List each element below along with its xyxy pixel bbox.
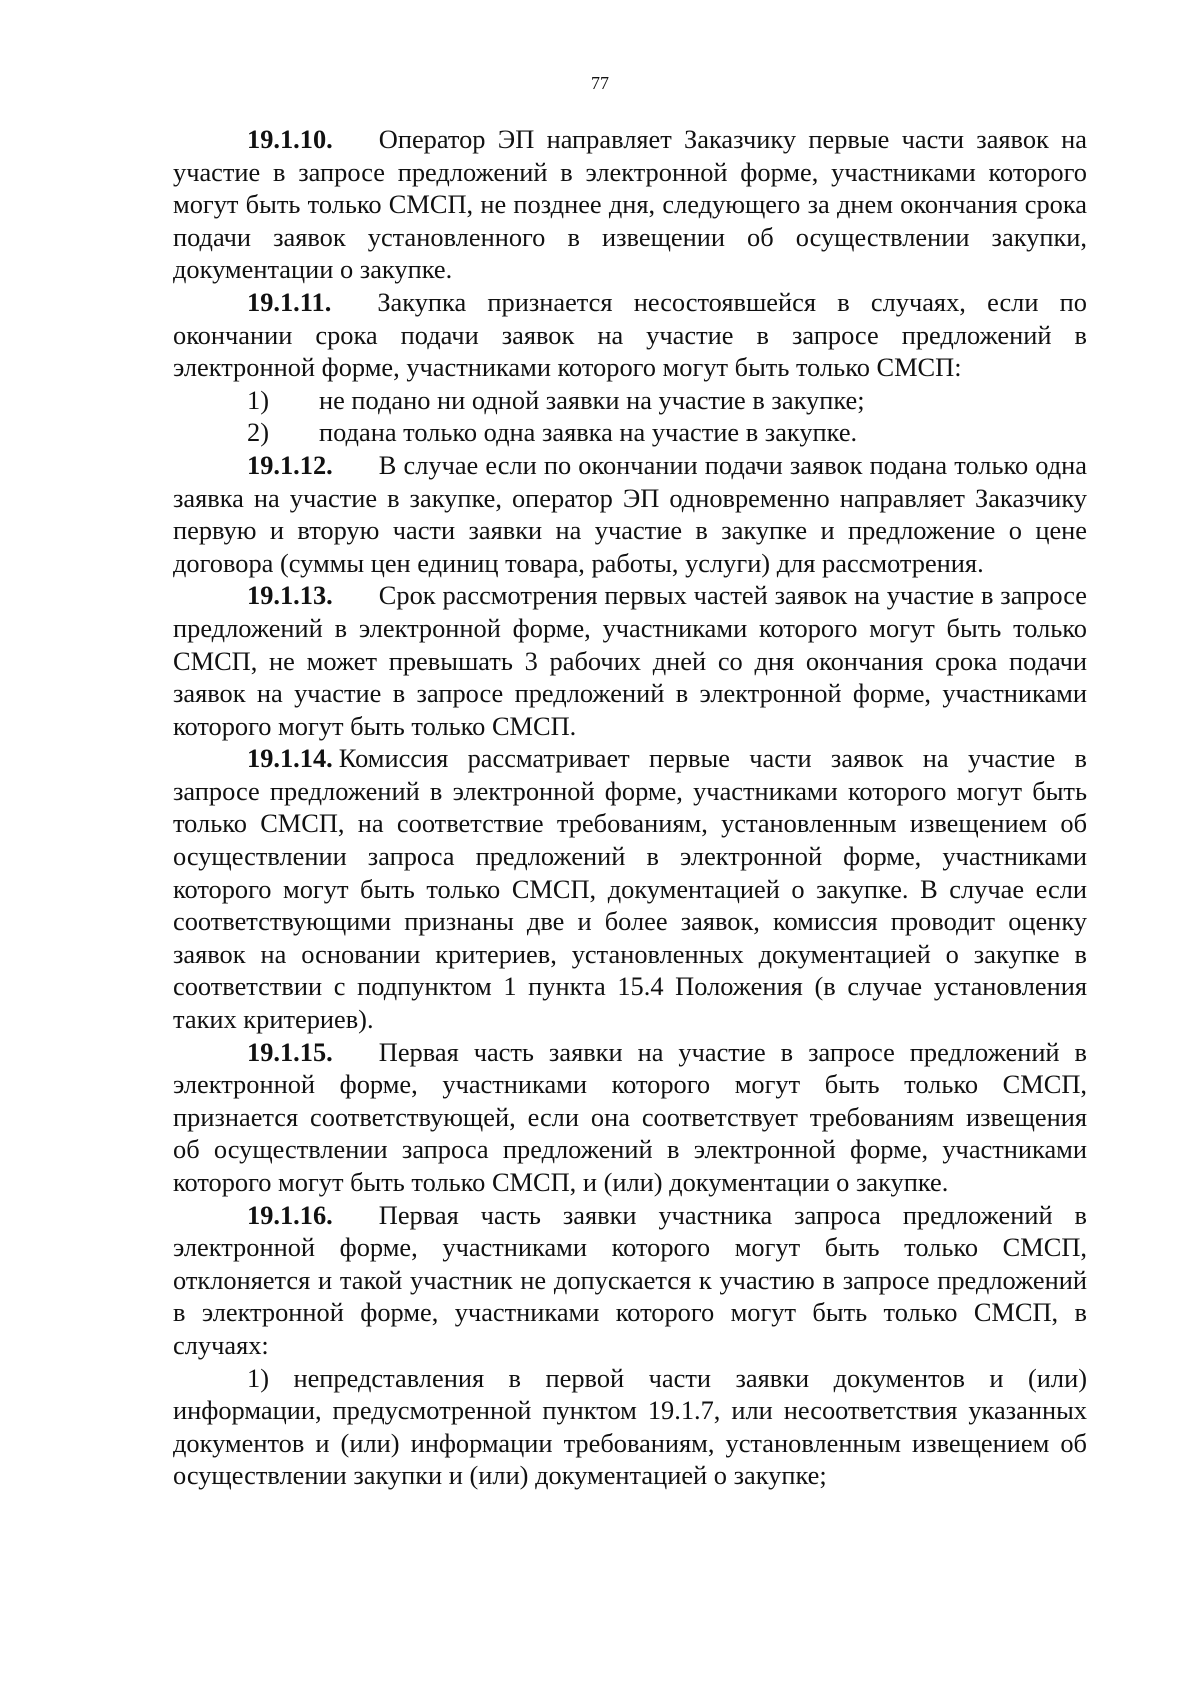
section-number: 19.1.15. <box>247 1036 333 1067</box>
section-19-1-10 <box>173 123 1087 286</box>
section-number: 19.1.16. <box>247 1199 333 1230</box>
section-19-1-15 <box>173 1036 1087 1199</box>
list-item-number: 2) <box>247 417 269 448</box>
section-text: Закупка признается несостоявшейся в случаях, если по окончании срока подачи заявок на участие в запросе предложений в электронной форме, участниками которого могут быть только СМСП: <box>173 286 1087 383</box>
section-text: Комиссия рассматривает первые части заявок на участие в запросе предложений в электронной форме, участниками которого могут быть только СМСП, на соответствие требованиям, установленным извещением об осуществлении запроса предложений в электронной форме, участниками которого могут быть только СМСП, документацией о закупке. В случае если соответствующими признаны две и более заявок, комиссия проводит оценку заявок на основании критериев, установленных документацией о закупке в соответствии с подпунктом 1 пункта 15.4 Положения (в случае установления таких критериев). <box>173 743 1087 1035</box>
section-19-1-16 <box>173 1199 1087 1362</box>
section-number: 19.1.14. <box>247 743 333 774</box>
list-item <box>173 416 1087 449</box>
section-number: 19.1.10. <box>247 124 333 154</box>
list-item <box>173 384 1087 417</box>
list-item-text: не подано ни одной заявки на участие в закупке; <box>319 384 865 415</box>
section-text: Срок рассмотрения первых частей заявок на участие в запросе предложений в электронной форме, участниками которого могут быть только СМСП, не может превышать 3 рабочих дней со дня окончания срока подачи заявок на участие в запросе предложений в электронной форме, участниками которого могут быть только СМСП. <box>173 580 1087 741</box>
section-text: Первая часть заявки на участие в запросе предложений в электронной форме, участниками которого могут быть только СМСП, признается соответствующей, если она соответствует требованиям извещения об осуществлении запроса предложений в электронной форме, участниками которого могут быть только СМСП, и (или) документации о закупке. <box>173 1036 1087 1197</box>
section-19-1-14 <box>173 742 1087 1035</box>
section-text: Первая часть заявки участника запроса предложений в электронной форме, участниками которого могут быть только СМСП, отклоняется и такой участник не допускается к участию в запросе предложений в электронной форме, участниками которого могут быть только СМСП, в случаях: <box>173 1199 1087 1360</box>
section-19-1-12 <box>173 449 1087 579</box>
section-text: Оператор ЭП направляет Заказчику первые части заявок на участие в запросе предложений в электронной форме, участниками которого могут быть только СМСП, не позднее дня, следующего за днем окончания срока подачи заявок установленного в извещении об осуществлении закупки, документации о закупке. <box>173 124 1087 285</box>
section-number: 19.1.12. <box>247 449 333 480</box>
section-19-1-11 <box>173 286 1087 384</box>
section-number: 19.1.13. <box>247 580 333 611</box>
page-number: 77 <box>591 73 609 93</box>
subparagraph-1: 1) непредставления в первой части заявки документов и (или) информации, предусмотренной пунктом 19.1.7, или несоответствия указанных документов и (или) информации требованиям, установленным извещением об осуществлении закупки и (или) документацией о закупке; <box>173 1362 1087 1491</box>
list-item-number: 1) <box>247 384 269 415</box>
list-item-text: подана только одна заявка на участие в закупке. <box>319 417 858 448</box>
document-body <box>173 123 1087 1492</box>
section-19-1-13 <box>173 579 1087 742</box>
section-number: 19.1.11. <box>247 286 332 317</box>
section-text: В случае если по окончании подачи заявок подана только одна заявка на участие в закупке, оператор ЭП одновременно направляет Заказчику первую и вторую части заявки на участие в закупке и предложение о цене договора (суммы цен единиц товара, работы, услуги) для рассмотрения. <box>173 449 1087 578</box>
